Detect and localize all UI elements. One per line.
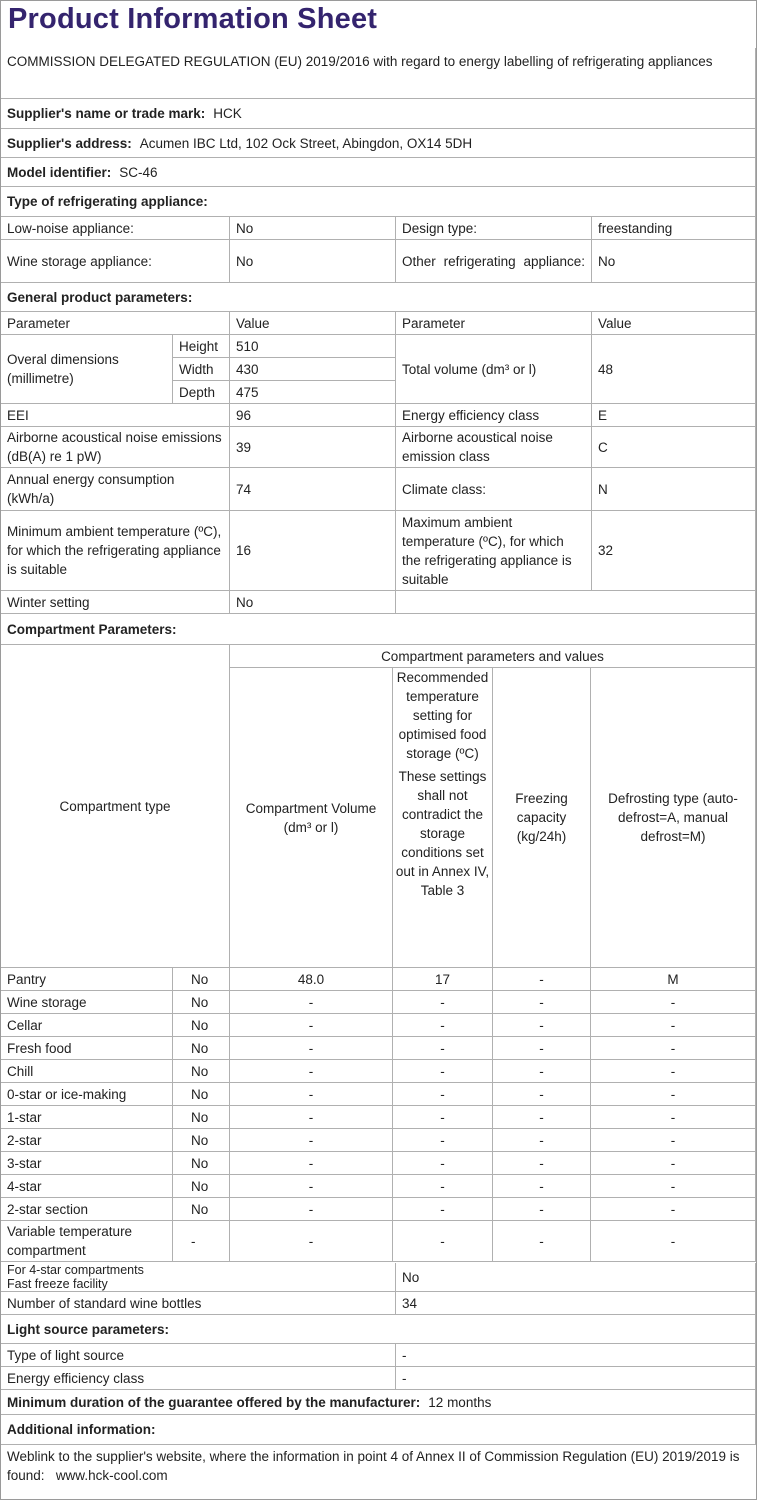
recommended-temp-header <box>393 668 493 968</box>
type-section-header <box>1 187 756 217</box>
compartment-section-header <box>1 614 756 645</box>
supplier-address-row <box>1 129 756 158</box>
compartment-temp: - <box>393 1198 493 1221</box>
annual-energy-value: 74 <box>230 468 396 511</box>
compartment-freezing: - <box>493 1221 591 1262</box>
low-noise-value: No <box>230 217 396 240</box>
weblink-url[interactable]: www.hck-cool.com <box>55 1468 168 1483</box>
compartment-name: Fresh food <box>1 1037 173 1060</box>
four-star-line1: For 4-star compartments <box>7 1263 144 1277</box>
compartment-freezing: - <box>493 1175 591 1198</box>
freezing-capacity-header: Freezing capacity (kg/24h) <box>493 668 591 968</box>
compartment-temp: - <box>393 1060 493 1083</box>
winter-setting-label: Winter setting <box>1 591 230 614</box>
model-identifier-value: SC-46 <box>119 164 158 180</box>
storage-conditions-text: These settings shall not contradict the storage conditions set out in Annex IV, Table 3 <box>395 769 490 898</box>
recommended-temp-text: Recommended temperature setting for optimised food storage (ºC) <box>396 670 489 761</box>
wine-bottles-label: Number of standard wine bottles <box>1 1292 396 1315</box>
max-temp-value: 32 <box>592 511 756 591</box>
noise-class-label: Airborne acoustical noise emission class <box>396 427 592 468</box>
light-eec-value: - <box>396 1367 756 1390</box>
supplier-name-value: HCK <box>213 106 242 121</box>
compartment-freezing: - <box>493 991 591 1014</box>
light-section-title: Light source parameters: <box>7 1321 170 1337</box>
compartment-volume: 48.0 <box>230 968 393 991</box>
energy-class-label: Energy efficiency class <box>396 404 592 427</box>
compartment-volume: - <box>230 1014 393 1037</box>
compartment-type-header: Compartment type <box>1 645 230 968</box>
supplier-address-label: Supplier's address: <box>7 135 132 151</box>
compartment-freezing: - <box>493 1106 591 1129</box>
light-type-label: Type of light source <box>1 1344 396 1367</box>
weblink-text <box>7 1447 750 1485</box>
compartment-volume-header: Compartment Volume (dm³ or l) <box>230 668 393 968</box>
min-temp-value: 16 <box>230 511 396 591</box>
compartment-volume: - <box>230 1106 393 1129</box>
light-eec-label: Energy efficiency class <box>1 1367 396 1390</box>
param-header-left: Parameter <box>1 312 230 335</box>
compartment-freezing: - <box>493 1014 591 1037</box>
guarantee-label: Minimum duration of the guarantee offered by the manufacturer: <box>7 1394 421 1410</box>
compartment-temp: 17 <box>393 968 493 991</box>
other-appliance-text: Other refrigerating appliance: <box>402 253 585 269</box>
compartment-name: 2-star <box>1 1129 173 1152</box>
compartment-defrost: - <box>591 1083 756 1106</box>
total-volume-label: Total volume (dm³ or l) <box>396 335 592 404</box>
compartment-temp: - <box>393 1106 493 1129</box>
compartment-volume: - <box>230 1152 393 1175</box>
value-header-right: Value <box>592 312 756 335</box>
winter-setting-value: No <box>230 591 396 614</box>
dimensions-label: Overal dimensions (millimetre) <box>1 335 173 404</box>
compartment-volume: - <box>230 1221 393 1262</box>
compartment-freezing: - <box>493 1152 591 1175</box>
compartment-present: No <box>173 1198 230 1221</box>
compartment-present: No <box>173 968 230 991</box>
compartment-defrost: - <box>591 1014 756 1037</box>
max-temp-label: Maximum ambient temperature (ºC), for which the refrigerating appliance is suitable <box>396 511 592 591</box>
compartment-temp: - <box>393 1014 493 1037</box>
compartment-defrost: - <box>591 1037 756 1060</box>
compartment-freezing: - <box>493 1037 591 1060</box>
weblink-description: Weblink to the supplier's website, where the information in point 4 of Annex II of Commission Regulation (EU) 2019/2019 is found: <box>7 1449 740 1483</box>
other-appliance-value: No <box>592 240 756 283</box>
depth-value: 475 <box>230 381 396 404</box>
compartment-present: No <box>173 1106 230 1129</box>
compartment-name: Chill <box>1 1060 173 1083</box>
additional-section-header <box>1 1415 756 1445</box>
annual-energy-label: Annual energy consumption (kWh/a) <box>1 468 230 511</box>
model-identifier-label: Model identifier: <box>7 164 112 180</box>
four-star-label <box>1 1263 396 1292</box>
compartment-name: Variable temperature compartment <box>1 1221 173 1262</box>
compartment-present: No <box>173 1083 230 1106</box>
compartment-freezing: - <box>493 1060 591 1083</box>
compartment-defrost: - <box>591 1152 756 1175</box>
climate-class-label: Climate class: <box>396 468 592 511</box>
additional-section-title: Additional information: <box>7 1422 156 1437</box>
other-appliance-label <box>396 240 592 283</box>
total-volume-value: 48 <box>592 335 756 404</box>
compartment-volume: - <box>230 1129 393 1152</box>
compartment-volume: - <box>230 1083 393 1106</box>
compartment-defrost: - <box>591 1106 756 1129</box>
page-title: Product Information Sheet <box>8 3 378 35</box>
compartment-defrost: - <box>591 1175 756 1198</box>
compartment-present: No <box>173 1060 230 1083</box>
compartment-name: 0-star or ice-making <box>1 1083 173 1106</box>
compartment-temp: - <box>393 1221 493 1262</box>
model-identifier-row <box>1 158 756 187</box>
compartment-temp: - <box>393 991 493 1014</box>
compartment-section-title: Compartment Parameters: <box>7 621 177 637</box>
compartment-name: Wine storage <box>1 991 173 1014</box>
compartment-freezing: - <box>493 1198 591 1221</box>
compartment-defrost: M <box>591 968 756 991</box>
compartment-temp: - <box>393 1129 493 1152</box>
compartment-defrost: - <box>591 1198 756 1221</box>
compartment-present: No <box>173 1037 230 1060</box>
compartment-freezing: - <box>493 1129 591 1152</box>
compartment-freezing: - <box>493 1083 591 1106</box>
compartment-name: 3-star <box>1 1152 173 1175</box>
compartment-volume: - <box>230 1037 393 1060</box>
defrosting-type-header: Defrosting type (auto-defrost=A, manual defrost=M) <box>591 668 756 968</box>
depth-label: Depth <box>173 381 230 404</box>
wine-bottles-value: 34 <box>396 1292 756 1315</box>
regulation-label: COMMISSION DELEGATED REGULATION (EU) 2019/2016 with regard to energy labelling of refrigerating appliances <box>7 54 713 69</box>
energy-class-value: E <box>592 404 756 427</box>
compartment-defrost: - <box>591 1129 756 1152</box>
eei-label: EEI <box>1 404 230 427</box>
regulation-text <box>1 48 756 99</box>
compartment-present: No <box>173 1152 230 1175</box>
low-noise-label: Low-noise appliance: <box>1 217 230 240</box>
compartment-temp: - <box>393 1175 493 1198</box>
width-value: 430 <box>230 358 396 381</box>
value-header-left: Value <box>230 312 396 335</box>
guarantee-row <box>1 1390 756 1415</box>
height-value: 510 <box>230 335 396 358</box>
noise-label: Airborne acoustical noise emissions (dB(A) re 1 pW) <box>1 427 230 468</box>
compartment-volume: - <box>230 1175 393 1198</box>
compartment-volume: - <box>230 1198 393 1221</box>
compartment-defrost: - <box>591 991 756 1014</box>
general-section-title: General product parameters: <box>7 289 193 305</box>
compartment-name: Cellar <box>1 1014 173 1037</box>
compartment-defrost: - <box>591 1060 756 1083</box>
compartment-present: No <box>173 1014 230 1037</box>
light-section-header <box>1 1315 756 1344</box>
supplier-name-row <box>1 99 756 129</box>
compartment-present: No <box>173 1129 230 1152</box>
winter-setting-blank <box>396 591 756 614</box>
width-label: Width <box>173 358 230 381</box>
noise-value: 39 <box>230 427 396 468</box>
compartment-name: Pantry <box>1 968 173 991</box>
type-section-title: Type of refrigerating appliance: <box>7 194 208 209</box>
compartment-temp: - <box>393 1037 493 1060</box>
compartment-present: No <box>173 991 230 1014</box>
compartment-temp: - <box>393 1083 493 1106</box>
compartment-temp: - <box>393 1152 493 1175</box>
light-type-value: - <box>396 1344 756 1367</box>
supplier-name-label: Supplier's name or trade mark: <box>7 106 206 121</box>
wine-storage-label: Wine storage appliance: <box>1 240 230 283</box>
four-star-line2: Fast freeze facility <box>7 1277 108 1291</box>
eei-value: 96 <box>230 404 396 427</box>
design-type-label: Design type: <box>396 217 592 240</box>
compartment-present: No <box>173 1175 230 1198</box>
compartment-name: 4-star <box>1 1175 173 1198</box>
compartment-defrost: - <box>591 1221 756 1262</box>
guarantee-value: 12 months <box>428 1394 492 1410</box>
compartment-name: 2-star section <box>1 1198 173 1221</box>
compartment-freezing: - <box>493 968 591 991</box>
supplier-address-value: Acumen IBC Ltd, 102 Ock Street, Abingdon, OX14 5DH <box>139 135 473 151</box>
compartment-name: 1-star <box>1 1106 173 1129</box>
param-header-right: Parameter <box>396 312 592 335</box>
compartment-volume: - <box>230 991 393 1014</box>
design-type-value: freestanding <box>592 217 756 240</box>
noise-class-value: C <box>592 427 756 468</box>
general-section-header <box>1 283 756 312</box>
wine-storage-value: No <box>230 240 396 283</box>
compartment-present: - <box>173 1221 230 1262</box>
min-temp-label: Minimum ambient temperature (ºC), for which the refrigerating appliance is suitable <box>1 511 230 591</box>
compartment-volume: - <box>230 1060 393 1083</box>
weblink-row <box>1 1447 756 1497</box>
four-star-value: No <box>396 1263 756 1292</box>
climate-class-value: N <box>592 468 756 511</box>
height-label: Height <box>173 335 230 358</box>
compartment-group-header: Compartment parameters and values <box>230 645 756 668</box>
